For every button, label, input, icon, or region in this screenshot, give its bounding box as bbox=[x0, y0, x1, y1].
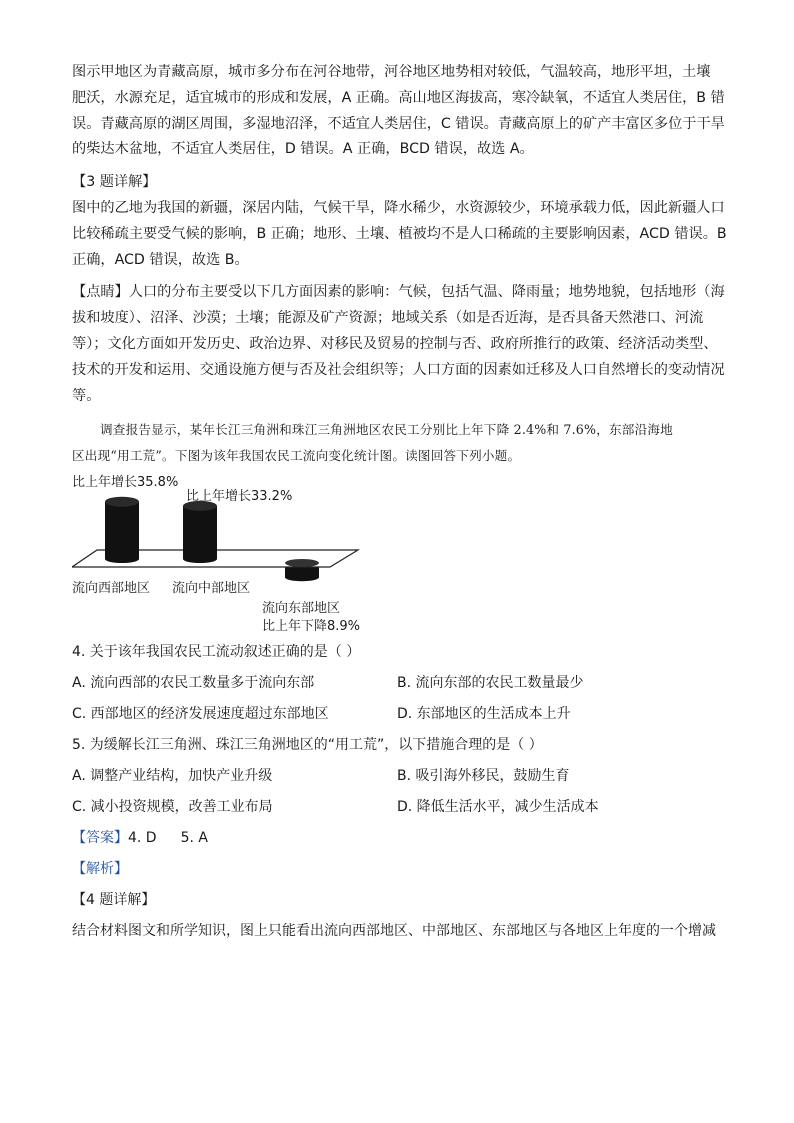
category-label-central: 流向中部地区 bbox=[172, 581, 251, 597]
text-line: 拔和坡度）、沼泽、沙漠；土壤；能源及矿产资源；地域关系（如是否近海，是否具备天然港口、河流 bbox=[72, 310, 704, 327]
intro-line: 区出现“用工荒”。下图为该年我国农民工流向变化统计图。读图回答下列小题。 bbox=[72, 448, 521, 464]
bar-bottom-cap bbox=[285, 574, 319, 582]
option-a[interactable]: A. 调整产业结构，加快产业升级 bbox=[72, 768, 273, 785]
answer-5: 5. A bbox=[180, 830, 208, 847]
category-label-east: 流向东部地区 bbox=[262, 601, 341, 617]
data-label-central: 比上年增长33.2% bbox=[186, 489, 293, 505]
data-label-west: 比上年增长35.8% bbox=[72, 475, 179, 491]
text-line bbox=[72, 280, 724, 306]
question-4-stem: 4. 关于该年我国农民工流动叙述正确的是（ ） bbox=[72, 644, 361, 661]
text-line: 等）；文化方面如开发历史、政治边界、对移民及贸易的控制与否、政府所推行的政策、经济活动类型、 bbox=[72, 335, 718, 352]
category-label-west: 流向西部地区 bbox=[72, 581, 151, 597]
option-d[interactable]: D. 东部地区的生活成本上升 bbox=[397, 706, 571, 723]
bar-bottom-cap bbox=[183, 555, 217, 563]
bar-positive bbox=[105, 497, 139, 563]
bar-body bbox=[105, 502, 139, 559]
question-5-stem: 5. 为缓解长江三角洲、珠江三角洲地区的“用工荒”，以下措施合理的是（ ） bbox=[72, 737, 543, 754]
text-line: 肥沃，水源充足，适宜城市的形成和发展，A 正确。高山地区海拔高，寒冷缺氧，不适宜人类居住，B 错 bbox=[72, 89, 725, 106]
document-page bbox=[72, 60, 727, 947]
q3-detail-heading: 【3 题详解】 bbox=[72, 174, 157, 191]
text-line: 技术的开发和运用、交通设施方便与否及社会组织等；人口方面的因素如迁移及人口自然增长的变动情况 bbox=[72, 361, 725, 378]
text-line: 的柴达木盆地，不适宜人类居住，D 错误。A 正确，BCD 错误，故选 A。 bbox=[72, 141, 534, 158]
explanation-paragraph-q3 bbox=[72, 196, 727, 273]
option-a[interactable]: A. 流向西部的农民工数量多于流向东部 bbox=[72, 675, 315, 692]
text-line: 图示甲地区为青藏高原，城市多分布在河谷地带，河谷地区地势相对较低，气温较高，地形平坦，土壤 bbox=[72, 64, 711, 80]
material-intro bbox=[72, 417, 724, 469]
bar-body bbox=[183, 506, 217, 559]
bar-positive bbox=[183, 501, 217, 563]
text-line: 正确，ACD 错误，故选 B。 bbox=[72, 251, 249, 268]
option-c[interactable]: C. 减小投资规模，改善工业布局 bbox=[72, 799, 273, 816]
text-line: 图中的乙地为我国的新疆，深居内陆，气候干旱，降水稀少，水资源较少，环境承载力低，因此新疆人口 bbox=[72, 199, 725, 216]
answer-label: 【答案】 bbox=[72, 830, 128, 847]
bar-top-cap bbox=[285, 559, 319, 567]
option-b[interactable]: B. 流向东部的农民工数量最少 bbox=[397, 675, 584, 692]
analysis-label: 【解析】 bbox=[72, 861, 128, 878]
explanation-paragraph-q2 bbox=[72, 60, 724, 163]
intro-line: 调查报告显示，某年长江三角洲和珠江三角洲地区农民工分别比上年下降 2.4%和 7.6%，东部沿海地 bbox=[100, 422, 673, 438]
text-line: 比较稀疏主要受气候的影响，B 正确；地形、土壤、植被均不是人口稀疏的主要影响因素，ACD 错误。B bbox=[72, 225, 727, 242]
bar-top-cap bbox=[105, 497, 139, 507]
bar-bottom-cap bbox=[105, 555, 139, 563]
option-d[interactable]: D. 降低生活水平，减少生活成本 bbox=[397, 799, 599, 816]
data-label-east: 比上年下降8.9% bbox=[262, 619, 361, 635]
text-line: 等。 bbox=[72, 387, 101, 404]
option-b[interactable]: B. 吸引海外移民，鼓励生育 bbox=[397, 768, 570, 785]
explanation-paragraph-q4: 结合材料图文和所学知识，图上只能看出流向西部地区、中部地区、东部地区与各地区上年度的一个增减 bbox=[72, 923, 716, 940]
key-points-text: 人口的分布主要受以下几方面因素的影响：气候，包括气温、降雨量；地势地貌，包括地形（海 bbox=[128, 284, 725, 301]
q4-detail-heading: 【4 题详解】 bbox=[72, 892, 156, 909]
question-4-options bbox=[72, 668, 724, 730]
option-c[interactable]: C. 西部地区的经济发展速度超过东部地区 bbox=[72, 706, 329, 723]
answer-4: 4. D bbox=[128, 830, 157, 847]
answer-line bbox=[72, 823, 724, 854]
question-5-options bbox=[72, 761, 724, 823]
key-points-label: 【点睛】 bbox=[72, 284, 129, 301]
text-line: 误。青藏高原的湖区周围，多湿地沼泽，不适宜人类居住，C 错误。青藏高原上的矿产丰富区多位于干旱 bbox=[72, 115, 725, 132]
key-points-paragraph bbox=[72, 280, 724, 409]
migrant-flow-chart bbox=[72, 471, 402, 635]
